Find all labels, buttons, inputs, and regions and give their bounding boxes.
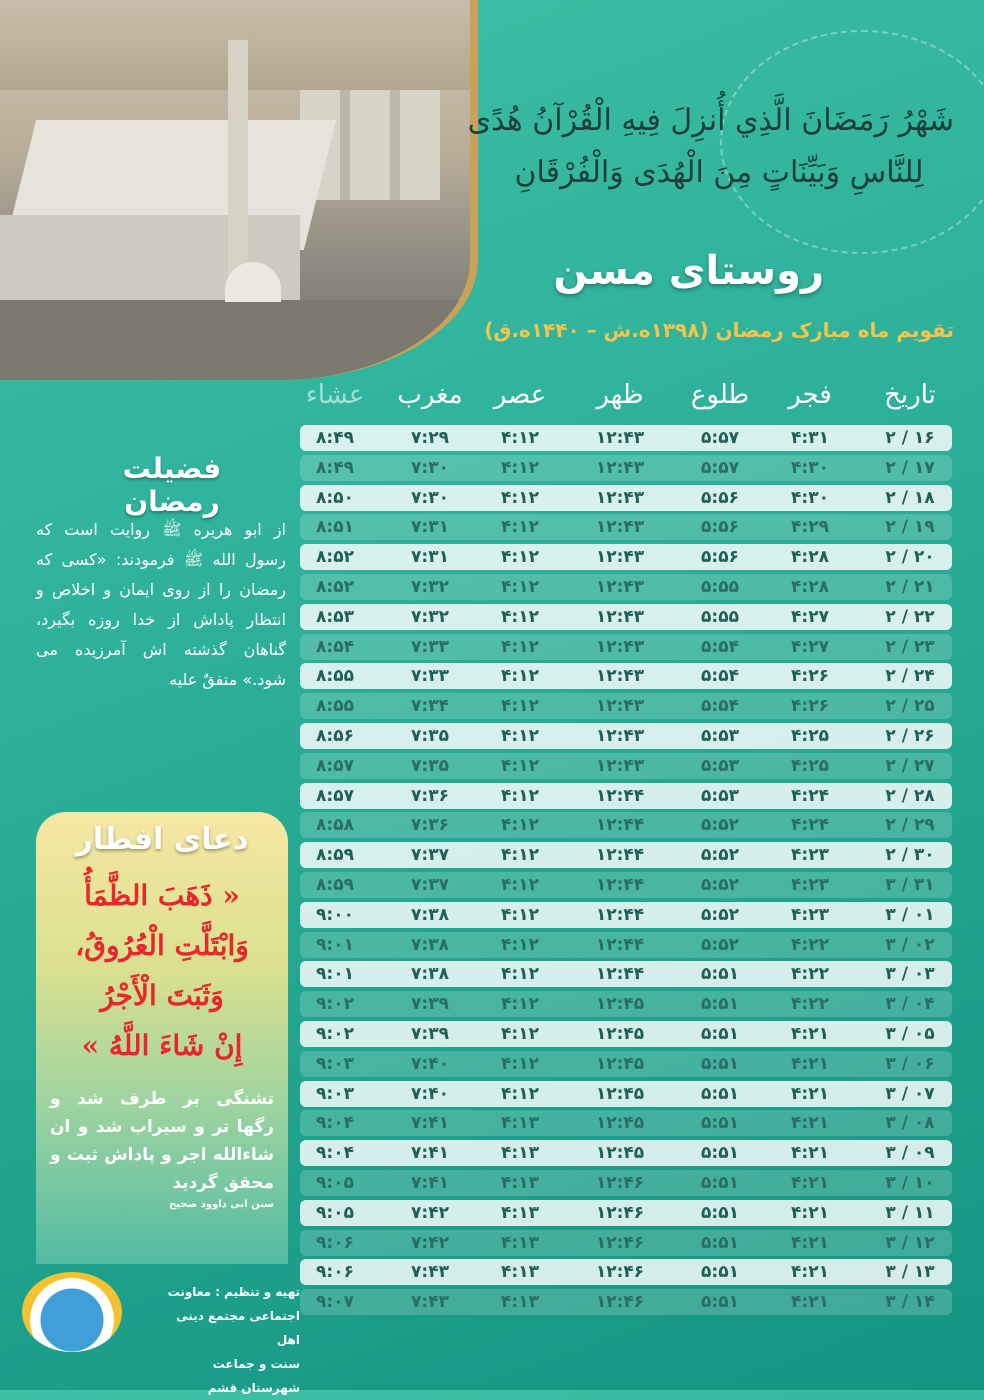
table-cell: ۳ / ۰۱ [885, 904, 935, 925]
table-cell: ۱۲:۴۴ [595, 934, 645, 955]
table-cell: ۴:۲۸ [791, 547, 829, 568]
table-cell: ۴:۱۳ [501, 1172, 539, 1193]
table-row [300, 1051, 952, 1077]
table-cell: ۴:۱۲ [501, 964, 539, 985]
verse-line-1: شَهْرُ رَمَضَانَ الَّذِي أُنزِلَ فِيهِ الْقُرْآنُ هُدًى [467, 103, 954, 138]
table-cell: ۹:۰۱ [316, 964, 354, 985]
table-cell: ۴:۳۰ [791, 457, 829, 478]
table-cell: ۴:۲۱ [791, 1202, 829, 1223]
table-cell: ۵:۵۱ [701, 1292, 739, 1313]
table-cell: ۴:۱۳ [501, 1113, 539, 1134]
table-row [300, 991, 952, 1017]
table-cell: ۳ / ۰۵ [885, 1023, 935, 1044]
table-cell: ۷:۲۹ [411, 428, 449, 448]
table-cell: ۹:۰۶ [316, 1232, 354, 1253]
table-cell: ۴:۱۲ [501, 636, 539, 657]
table-cell: ۸:۵۱ [316, 517, 354, 538]
table-cell: ۲ / ۱۶ [885, 428, 935, 448]
table-row [300, 1021, 952, 1047]
table-cell: ۸:۵۳ [316, 606, 354, 627]
table-cell: ۹:۰۲ [316, 994, 354, 1015]
table-cell: ۷:۳۵ [411, 725, 449, 746]
table-cell: ۷:۳۱ [411, 517, 449, 538]
table-cell: ۱۲:۴۵ [595, 1113, 645, 1134]
table-row [300, 1140, 952, 1166]
table-row [300, 1200, 952, 1226]
table-cell: ۳ / ۱۴ [885, 1292, 935, 1313]
table-cell: ۹:۰۴ [316, 1113, 354, 1134]
credits-line: اجتماعی مجتمع دینی اهل [176, 1309, 300, 1347]
table-cell: ۵:۵۴ [701, 666, 739, 687]
table-cell: ۲ / ۲۷ [885, 755, 935, 776]
table-row [300, 1110, 952, 1136]
table-cell: ۳ / ۰۶ [885, 1053, 935, 1074]
table-cell: ۷:۴۳ [411, 1292, 449, 1313]
table-cell: ۴:۱۲ [501, 517, 539, 538]
table-cell: ۱۲:۴۵ [595, 1143, 645, 1164]
table-cell: ۸:۵۴ [316, 636, 354, 657]
table-cell: ۵:۵۵ [701, 576, 739, 597]
table-cell: ۵:۵۱ [701, 1023, 739, 1044]
table-cell: ۱۲:۴۳ [595, 428, 645, 448]
dua-line: وَثَبَتَ الْأَجْرُ [100, 979, 224, 1012]
iftar-dua-panel [36, 812, 288, 1264]
table-cell: ۴:۲۴ [791, 815, 829, 836]
table-cell: ۵:۵۱ [701, 1053, 739, 1074]
table-cell: ۱۲:۴۴ [595, 815, 645, 836]
table-cell: ۱۲:۴۴ [595, 785, 645, 806]
table-cell: ۱۲:۴۴ [595, 904, 645, 925]
table-cell: ۲ / ۳۰ [885, 845, 935, 866]
table-cell: ۸:۵۹ [316, 845, 354, 866]
table-cell: ۴:۲۱ [791, 1053, 829, 1074]
table-cell: ۷:۳۲ [411, 576, 449, 597]
table-cell: ۵:۵۲ [701, 934, 739, 955]
table-cell: ۳ / ۰۴ [885, 994, 935, 1015]
quran-verse [467, 95, 954, 199]
table-cell: ۵:۵۱ [701, 1143, 739, 1164]
table-cell: ۵:۵۱ [701, 1202, 739, 1223]
table-cell: ۷:۳۷ [411, 845, 449, 866]
table-cell: ۴:۱۲ [501, 696, 539, 717]
table-cell: ۴:۲۱ [791, 1292, 829, 1313]
table-cell: ۷:۳۸ [411, 964, 449, 985]
organization-logo [22, 1272, 122, 1352]
table-cell: ۹:۰۳ [316, 1083, 354, 1104]
table-cell: ۵:۵۱ [701, 1113, 739, 1134]
minaret [228, 40, 248, 300]
verse-line-2: لِلنَّاسِ وَبَيِّنَاتٍ مِنَ الْهُدَى وَالْفُرْقَانِ [514, 155, 924, 190]
table-cell: ۴:۱۲ [501, 457, 539, 478]
table-cell: ۴:۲۱ [791, 1083, 829, 1104]
table-row [300, 872, 952, 898]
table-cell: ۴:۱۲ [501, 1023, 539, 1044]
table-cell: ۴:۱۲ [501, 606, 539, 627]
table-cell: ۵:۵۲ [701, 874, 739, 895]
table-cell: ۴:۲۷ [791, 606, 829, 627]
table-cell: ۴:۲۲ [791, 934, 829, 955]
table-cell: ۵:۵۲ [701, 904, 739, 925]
table-row [300, 753, 952, 779]
table-cell: ۷:۳۸ [411, 934, 449, 955]
dua-translation: تشنگی بر طرف شد و رگها تر و سیراب شد و ان شاءالله اجر و پاداش ثبت و محقق گردید [50, 1089, 274, 1193]
ground [0, 300, 470, 380]
table-row [300, 485, 952, 511]
dua-line: إِنْ شَاءَ اللَّهُ » [81, 1029, 243, 1062]
table-cell: ۱۲:۴۵ [595, 1083, 645, 1104]
table-cell: ۴:۱۲ [501, 934, 539, 955]
table-row [300, 514, 952, 540]
table-cell: ۷:۴۰ [411, 1083, 449, 1104]
table-cell: ۵:۵۱ [701, 1172, 739, 1193]
table-cell: ۳ / ۱۰ [885, 1172, 935, 1193]
table-cell: ۳ / ۰۲ [885, 934, 935, 955]
header-cell: ظهر [596, 380, 644, 410]
table-cell: ۷:۳۰ [411, 487, 449, 508]
header-cell: مغرب [397, 380, 463, 410]
credits-line: تهیه و تنظیم : معاونت [167, 1285, 300, 1299]
table-cell: ۳ / ۰۸ [885, 1113, 935, 1134]
table-cell: ۸:۵۶ [316, 725, 354, 746]
table-cell: ۴:۱۲ [501, 576, 539, 597]
dua-arabic [36, 871, 288, 1071]
table-cell: ۴:۲۱ [791, 1143, 829, 1164]
table-cell: ۲ / ۲۳ [885, 636, 935, 657]
table-cell: ۴:۲۱ [791, 1262, 829, 1283]
credits [150, 1280, 300, 1400]
table-cell: ۴:۲۳ [791, 874, 829, 895]
table-cell: ۸:۵۰ [316, 487, 354, 508]
table-cell: ۱۲:۴۳ [595, 576, 645, 597]
table-cell: ۴:۲۵ [791, 725, 829, 746]
table-row [300, 574, 952, 600]
table-row [300, 693, 952, 719]
table-cell: ۲ / ۱۸ [885, 487, 935, 508]
table-cell: ۷:۳۲ [411, 606, 449, 627]
dua-title: دعای افطار [75, 822, 249, 857]
table-cell: ۱۲:۴۴ [595, 874, 645, 895]
table-cell: ۲ / ۲۹ [885, 815, 935, 836]
table-cell: ۹:۰۶ [316, 1262, 354, 1283]
table-cell: ۹:۰۳ [316, 1053, 354, 1074]
table-cell: ۷:۳۹ [411, 1023, 449, 1044]
table-cell: ۹:۰۵ [316, 1202, 354, 1223]
table-cell: ۴:۲۶ [791, 696, 829, 717]
table-cell: ۷:۴۰ [411, 1053, 449, 1074]
table-row [300, 544, 952, 570]
table-cell: ۴:۱۳ [501, 1232, 539, 1253]
table-cell: ۳ / ۰۷ [885, 1083, 935, 1104]
table-cell: ۴:۲۲ [791, 964, 829, 985]
table-cell: ۴:۲۳ [791, 904, 829, 925]
table-cell: ۴:۱۲ [501, 1083, 539, 1104]
table-cell: ۳ / ۰۳ [885, 964, 935, 985]
table-cell: ۴:۲۹ [791, 517, 829, 538]
table-row [300, 842, 952, 868]
table-cell: ۷:۳۳ [411, 666, 449, 687]
table-header [300, 380, 952, 420]
table-cell: ۴:۱۲ [501, 666, 539, 687]
table-cell: ۹:۰۷ [316, 1292, 354, 1313]
table-cell: ۴:۱۲ [501, 428, 539, 448]
table-cell: ۵:۵۲ [701, 845, 739, 866]
table-cell: ۱۲:۴۳ [595, 755, 645, 776]
table-cell: ۷:۳۰ [411, 457, 449, 478]
table-cell: ۴:۲۴ [791, 785, 829, 806]
table-cell: ۲ / ۲۴ [885, 666, 935, 687]
table-cell: ۲ / ۲۵ [885, 696, 935, 717]
table-cell: ۴:۳۰ [791, 487, 829, 508]
table-cell: ۱۲:۴۶ [595, 1232, 645, 1253]
table-cell: ۷:۴۱ [411, 1172, 449, 1193]
table-cell: ۵:۵۱ [701, 1232, 739, 1253]
table-cell: ۵:۵۷ [701, 457, 739, 478]
table-cell: ۷:۳۳ [411, 636, 449, 657]
table-cell: ۴:۲۱ [791, 1113, 829, 1134]
table-cell: ۳ / ۱۲ [885, 1232, 935, 1253]
table-cell: ۷:۴۳ [411, 1262, 449, 1283]
table-cell: ۵:۵۲ [701, 815, 739, 836]
table-cell: ۱۲:۴۶ [595, 1292, 645, 1313]
table-cell: ۸:۵۵ [316, 696, 354, 717]
table-cell: ۹:۰۵ [316, 1172, 354, 1193]
table-cell: ۷:۴۲ [411, 1232, 449, 1253]
table-cell: ۸:۴۹ [316, 428, 354, 448]
table-cell: ۲ / ۱۷ [885, 457, 935, 478]
table-row [300, 812, 952, 838]
table-cell: ۴:۲۶ [791, 666, 829, 687]
dua-line: وَابْتَلَّتِ الْعُرُوقُ، [75, 929, 249, 962]
table-row [300, 902, 952, 928]
table-cell: ۵:۵۱ [701, 1262, 739, 1283]
table-row [300, 723, 952, 749]
table-cell: ۸:۵۷ [316, 755, 354, 776]
table-row [300, 932, 952, 958]
table-row [300, 1259, 952, 1285]
table-cell: ۵:۵۳ [701, 755, 739, 776]
table-cell: ۴:۲۱ [791, 1172, 829, 1193]
table-cell: ۴:۱۲ [501, 487, 539, 508]
table-cell: ۲ / ۲۰ [885, 547, 935, 568]
table-cell: ۴:۲۱ [791, 1232, 829, 1253]
table-row [300, 604, 952, 630]
table-cell: ۱۲:۴۶ [595, 1262, 645, 1283]
table-cell: ۱۲:۴۶ [595, 1172, 645, 1193]
table-cell: ۴:۲۱ [791, 1023, 829, 1044]
table-cell: ۵:۵۳ [701, 785, 739, 806]
table-cell: ۹:۰۰ [316, 904, 354, 925]
table-row [300, 1289, 952, 1315]
table-row [300, 783, 952, 809]
table-cell: ۷:۴۱ [411, 1113, 449, 1134]
table-cell: ۳ / ۱۱ [885, 1202, 935, 1223]
table-cell: ۷:۴۱ [411, 1143, 449, 1164]
table-cell: ۵:۵۶ [701, 517, 739, 538]
dua-line: « ذَهَبَ الظَّمَأُ [84, 879, 240, 912]
village-title: روستای مسن [553, 248, 824, 294]
table-cell: ۱۲:۴۳ [595, 606, 645, 627]
table-cell: ۷:۴۲ [411, 1202, 449, 1223]
table-cell: ۱۲:۴۳ [595, 666, 645, 687]
table-cell: ۸:۵۹ [316, 874, 354, 895]
table-cell: ۹:۰۲ [316, 1023, 354, 1044]
header-cell: طلوع [690, 380, 750, 410]
table-cell: ۷:۳۵ [411, 755, 449, 776]
table-cell: ۵:۵۱ [701, 994, 739, 1015]
table-row [300, 1230, 952, 1256]
table-cell: ۱۲:۴۳ [595, 517, 645, 538]
table-cell: ۴:۱۲ [501, 755, 539, 776]
table-cell: ۴:۲۵ [791, 755, 829, 776]
table-cell: ۴:۲۷ [791, 636, 829, 657]
table-cell: ۱۲:۴۳ [595, 457, 645, 478]
table-cell: ۳ / ۳۱ [885, 874, 935, 895]
table-cell: ۴:۱۲ [501, 1053, 539, 1074]
table-cell: ۴:۱۲ [501, 815, 539, 836]
table-cell: ۵:۵۱ [701, 1083, 739, 1104]
table-cell: ۴:۱۲ [501, 785, 539, 806]
table-cell: ۷:۳۹ [411, 994, 449, 1015]
table-cell: ۱۲:۴۵ [595, 1053, 645, 1074]
table-cell: ۷:۳۶ [411, 785, 449, 806]
table-cell: ۷:۳۶ [411, 815, 449, 836]
table-cell: ۷:۳۴ [411, 696, 449, 717]
table-cell: ۹:۰۱ [316, 934, 354, 955]
table-cell: ۱۲:۴۳ [595, 725, 645, 746]
table-cell: ۸:۵۷ [316, 785, 354, 806]
header-cell: عشاء [305, 380, 365, 410]
table-cell: ۵:۵۷ [701, 428, 739, 448]
table-row [300, 425, 952, 451]
calendar-subtitle: تقویم ماه مبارک رمضان (۱۳۹۸ه.ش – ۱۴۴۰ه.ق) [484, 318, 954, 342]
mosque-photo [0, 0, 478, 380]
table-cell: ۲ / ۲۲ [885, 606, 935, 627]
table-cell: ۳ / ۱۳ [885, 1262, 935, 1283]
table-cell: ۴:۱۲ [501, 725, 539, 746]
table-cell: ۵:۵۵ [701, 606, 739, 627]
dua-source: سنن ابی داوود صحیح [169, 1199, 274, 1210]
table-cell: ۵:۵۱ [701, 964, 739, 985]
table-cell: ۳ / ۰۹ [885, 1143, 935, 1164]
table-cell: ۱۲:۴۳ [595, 696, 645, 717]
header-cell: فجر [788, 380, 832, 410]
table-cell: ۸:۴۹ [316, 457, 354, 478]
table-cell: ۵:۵۶ [701, 487, 739, 508]
table-cell: ۱۲:۴۵ [595, 994, 645, 1015]
table-cell: ۲ / ۲۸ [885, 785, 935, 806]
table-cell: ۲ / ۲۶ [885, 725, 935, 746]
table-cell: ۲ / ۲۱ [885, 576, 935, 597]
table-cell: ۵:۵۴ [701, 696, 739, 717]
table-cell: ۱۲:۴۶ [595, 1202, 645, 1223]
prayer-times-table [300, 425, 952, 1319]
table-row [300, 1081, 952, 1107]
table-cell: ۴:۲۳ [791, 845, 829, 866]
table-row [300, 634, 952, 660]
table-cell: ۵:۵۳ [701, 725, 739, 746]
table-cell: ۴:۱۲ [501, 547, 539, 568]
table-cell: ۱۲:۴۴ [595, 964, 645, 985]
table-cell: ۴:۱۲ [501, 904, 539, 925]
table-row [300, 961, 952, 987]
table-cell: ۴:۱۲ [501, 845, 539, 866]
table-row [300, 1170, 952, 1196]
header-cell: تاریخ [884, 380, 936, 410]
table-cell: ۴:۲۸ [791, 576, 829, 597]
table-cell: ۸:۵۲ [316, 576, 354, 597]
table-cell: ۴:۲۲ [791, 994, 829, 1015]
table-cell: ۸:۵۸ [316, 815, 354, 836]
virtue-text: از ابو هریره ﷺ روایت است که رسول الله ﷺ فرمودند: «کسی که رمضان را از روی ایمان و اخلاص و انتظار پاداش از خدا روزه بگیرد، گناهان گذشته اش آمرزیده می شود.» متفقٌ علیه [36, 520, 286, 689]
table-cell: ۷:۳۷ [411, 874, 449, 895]
table-row [300, 455, 952, 481]
table-cell: ۴:۱۲ [501, 994, 539, 1015]
table-cell: ۴:۱۳ [501, 1202, 539, 1223]
table-cell: ۴:۱۲ [501, 874, 539, 895]
table-cell: ۵:۵۶ [701, 547, 739, 568]
table-cell: ۴:۱۳ [501, 1262, 539, 1283]
table-cell: ۴:۱۳ [501, 1143, 539, 1164]
table-cell: ۸:۵۲ [316, 547, 354, 568]
credits-line: سنت و جماعت شهرستان قشم [207, 1357, 300, 1395]
table-cell: ۹:۰۴ [316, 1143, 354, 1164]
table-cell: ۱۲:۴۵ [595, 1023, 645, 1044]
virtue-title: فضیلت رمضان [122, 452, 222, 518]
table-row [300, 663, 952, 689]
table-cell: ۸:۵۵ [316, 666, 354, 687]
table-cell: ۷:۳۸ [411, 904, 449, 925]
table-cell: ۵:۵۴ [701, 636, 739, 657]
table-cell: ۲ / ۱۹ [885, 517, 935, 538]
table-cell: ۱۲:۴۳ [595, 487, 645, 508]
table-cell: ۱۲:۴۴ [595, 845, 645, 866]
table-cell: ۱۲:۴۳ [595, 636, 645, 657]
table-cell: ۷:۳۱ [411, 547, 449, 568]
table-cell: ۴:۱۳ [501, 1292, 539, 1313]
table-cell: ۱۲:۴۳ [595, 547, 645, 568]
table-cell: ۴:۳۱ [791, 428, 829, 448]
header-cell: عصر [493, 380, 547, 410]
